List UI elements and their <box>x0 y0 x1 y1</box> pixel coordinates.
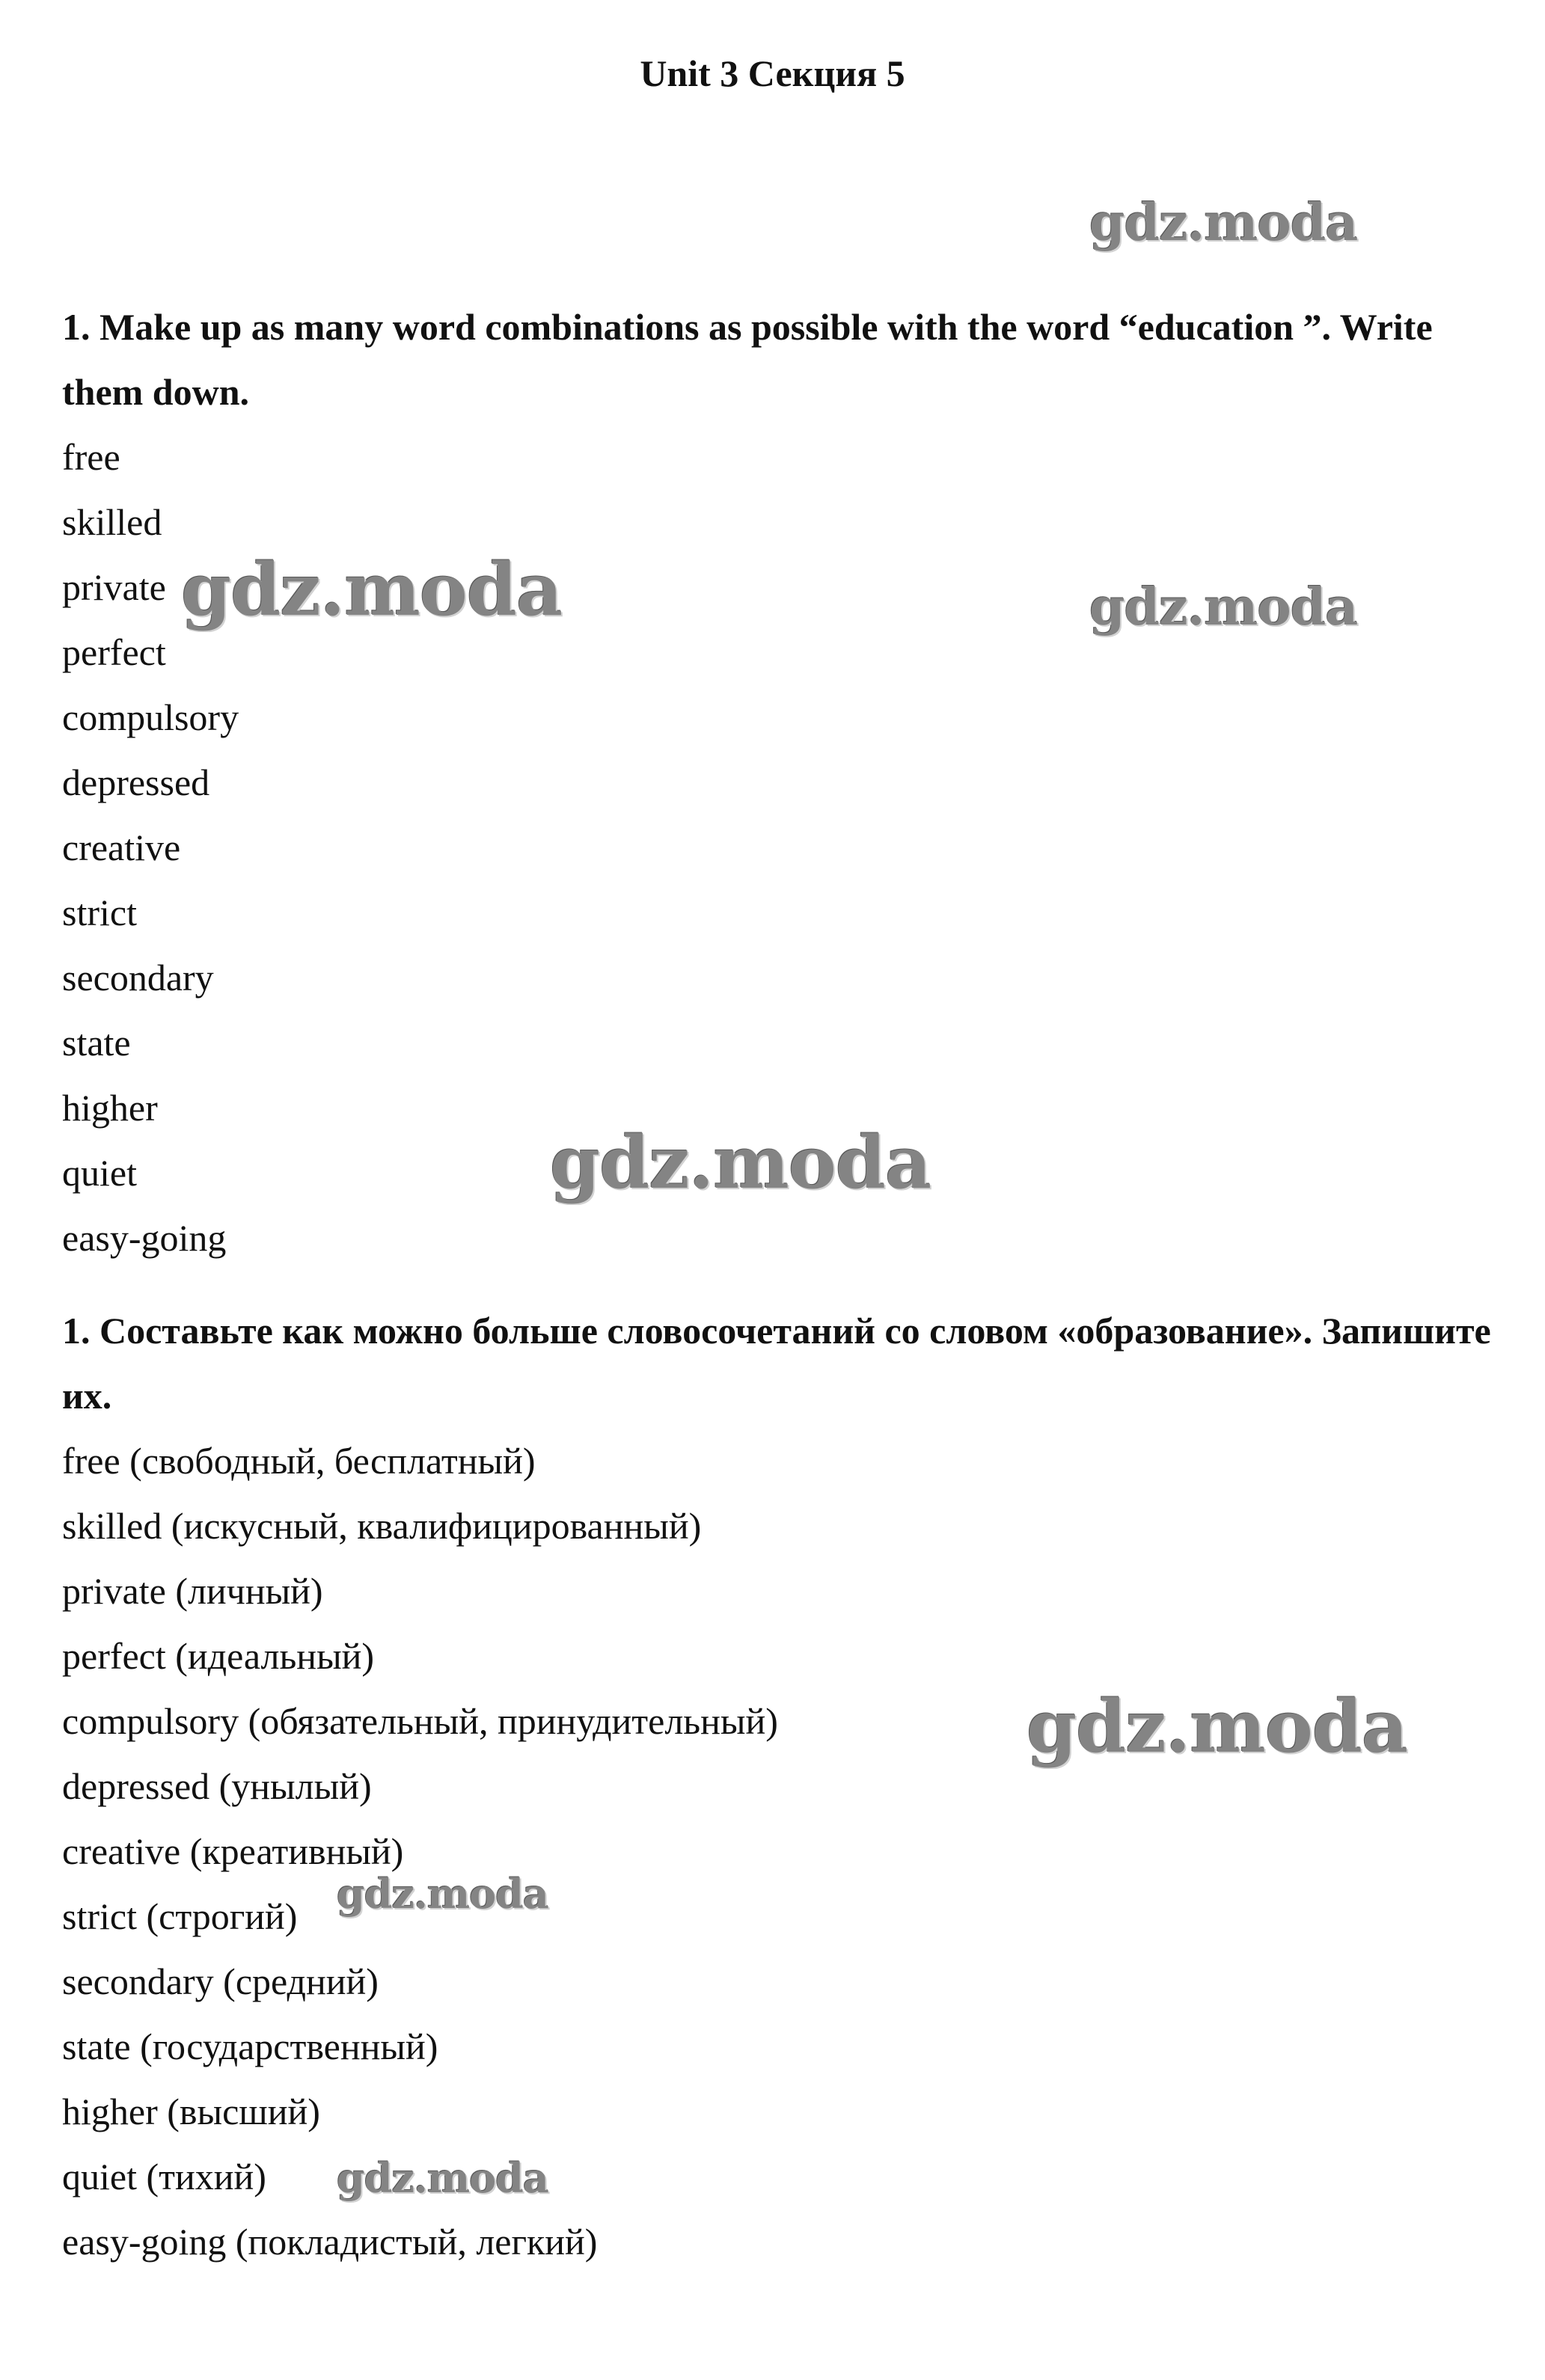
list-item: private (личный) <box>62 1570 323 1612</box>
list-item: easy-going (покладистый, легкий) <box>62 2221 598 2263</box>
list-item: free <box>62 436 120 478</box>
list-item: state (государственный) <box>62 2025 438 2067</box>
list-item: compulsory <box>62 696 239 738</box>
list-item: compulsory (обязательный, принудительный) <box>62 1700 778 1742</box>
english-task-section <box>62 295 1499 1271</box>
russian-task-section <box>62 1298 1499 2275</box>
watermark-logo: gdz.moda <box>1089 193 1358 253</box>
watermark-logo: gdz.moda <box>337 2154 548 2202</box>
english-task-heading: 1. Make up as many word combinations as possible with the word “education ”. Write them down. <box>62 306 1433 413</box>
list-item: creative <box>62 826 181 868</box>
list-item: state <box>62 1022 131 1064</box>
english-word-list <box>62 425 1499 1271</box>
list-item: higher (высший) <box>62 2091 320 2132</box>
list-item: creative (креативный) <box>62 1830 404 1872</box>
list-item: skilled (искусный, квалифицированный) <box>62 1505 702 1547</box>
watermark-logo: gdz.moda <box>337 1870 548 1918</box>
watermark-logo: gdz.moda <box>1089 577 1358 637</box>
watermark-logo: gdz.moda <box>1027 1684 1408 1769</box>
russian-word-list <box>62 1429 1499 2275</box>
russian-task-heading: 1. Составьте как можно больше словосочетаний со словом «образование». Запишите их. <box>62 1310 1491 1417</box>
list-item: easy-going <box>62 1217 227 1259</box>
list-item: secondary (средний) <box>62 1960 379 2002</box>
list-item: free (свободный, бесплатный) <box>62 1440 536 1482</box>
list-item: skilled <box>62 501 162 543</box>
list-item: depressed <box>62 761 210 803</box>
list-item: perfect (идеальный) <box>62 1635 375 1677</box>
watermark-logo: gdz.moda <box>550 1120 931 1205</box>
list-item: quiet <box>62 1152 137 1194</box>
list-item: quiet (тихий) <box>62 2156 266 2197</box>
list-item: strict (строгий) <box>62 1895 298 1937</box>
watermark-logo: gdz.moda <box>181 548 563 632</box>
page-title: Unit 3 Секция 5 <box>640 52 905 94</box>
list-item: perfect <box>62 631 166 673</box>
list-item: secondary <box>62 957 214 999</box>
list-item: strict <box>62 892 137 933</box>
list-item: depressed (унылый) <box>62 1765 372 1807</box>
list-item: higher <box>62 1087 158 1129</box>
list-item: private <box>62 566 166 608</box>
